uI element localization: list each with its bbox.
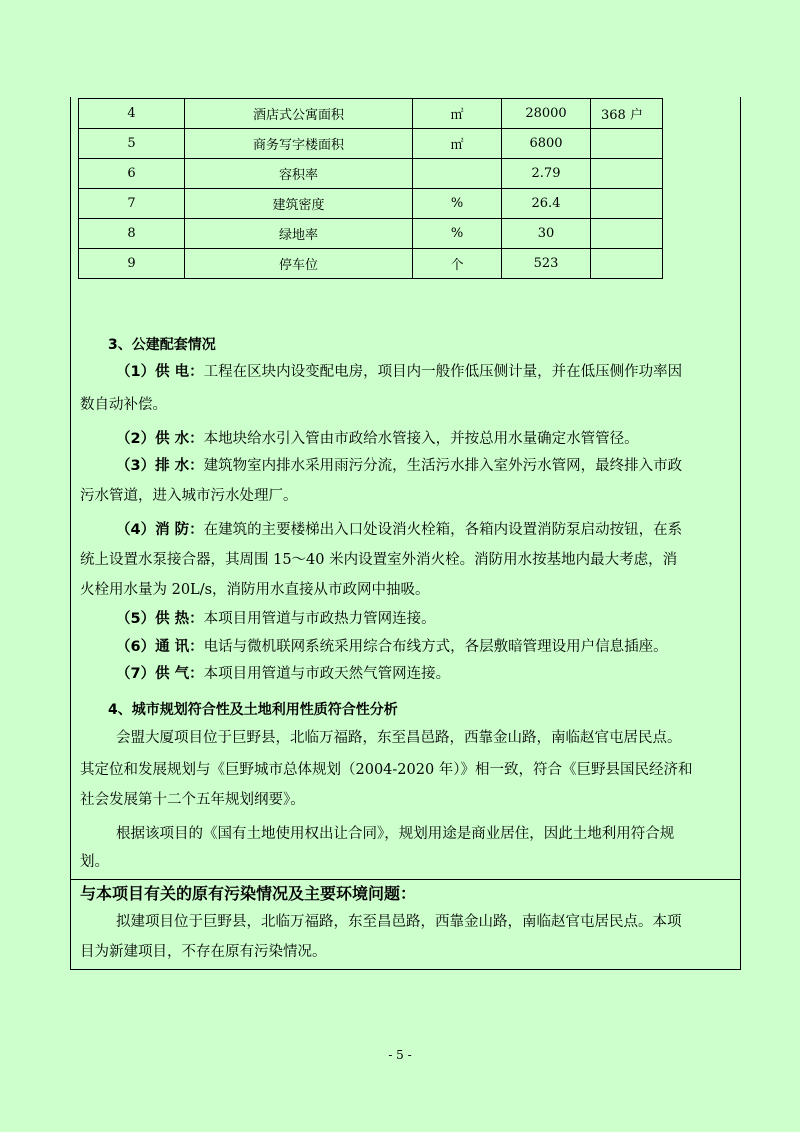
heat-line1 <box>116 609 436 629</box>
table-row <box>79 129 663 159</box>
table-cell-unit: % <box>413 189 502 219</box>
drain-line2: 污水管道，进入城市污水处理厂。 <box>80 488 298 504</box>
planning-line3: 社会发展第十二个五年规划纲要》。 <box>80 792 305 808</box>
heat-text: 本项目用管道与市政热力管网连接。 <box>203 611 436 627</box>
fire-line3: 火栓用水量为 20L/s，消防用水直接从市政网中抽吸。 <box>80 582 430 598</box>
table-cell-value: 28000 <box>502 99 591 129</box>
table-cell-item: 建筑密度 <box>185 189 413 219</box>
table-cell-no: 6 <box>79 159 185 189</box>
section3-heading: 3、公建配套情况 <box>108 337 216 353</box>
pollution-line2: 目为新建项目，不存在原有污染情况。 <box>80 944 327 960</box>
power-label: （1）供 电： <box>116 364 204 380</box>
table-cell-value: 6800 <box>502 129 591 159</box>
table-cell-note <box>591 129 663 159</box>
page-number: - 5 - <box>388 1048 412 1062</box>
table-row <box>79 249 663 279</box>
telecom-text: 电话与微机联网系统采用综合布线方式，各层敷暗管理设用户信息插座。 <box>203 639 668 655</box>
landuse-line2: 划。 <box>80 854 109 870</box>
fire-text: 在建筑的主要楼梯出入口处设消火栓箱，各箱内设置消防泵启动按钮，在系 <box>203 522 683 538</box>
table-cell-value: 30 <box>502 219 591 249</box>
table-row <box>79 99 663 129</box>
table-cell-item: 容积率 <box>185 159 413 189</box>
table-row <box>79 159 663 189</box>
heat-label: （5）供 热： <box>116 611 204 627</box>
table-cell-no: 5 <box>79 129 185 159</box>
telecom-label: （6）通 讯： <box>116 639 204 655</box>
table-cell-note <box>591 189 663 219</box>
drain-line1 <box>116 456 682 476</box>
table-cell-item: 绿地率 <box>185 219 413 249</box>
table-cell-value: 523 <box>502 249 591 279</box>
telecom-line1 <box>116 637 668 657</box>
section4-heading: 4、城市规划符合性及土地利用性质符合性分析 <box>108 702 398 718</box>
planning-line2: 其定位和发展规划与《巨野城市总体规划（2004-2020 年）》相一致，符合《巨野县国民经济和 <box>80 762 693 778</box>
table-row <box>79 219 663 249</box>
table-cell-unit: ㎡ <box>413 99 502 129</box>
drain-label: （3）排 水： <box>116 458 204 474</box>
pollution-heading: 与本项目有关的原有污染情况及主要环境问题： <box>80 884 417 903</box>
water-label: （2）供 水： <box>116 431 204 447</box>
gas-text: 本项目用管道与市政天然气管网连接。 <box>203 666 451 682</box>
table-cell-no: 7 <box>79 189 185 219</box>
landuse-line1: 根据该项目的《国有土地使用权出让合同》，规划用途是商业居住，因此土地利用符合规 <box>116 826 675 842</box>
water-text: 本地块给水引入管由市政给水管接入，并按总用水量确定水管管径。 <box>203 431 639 447</box>
fire-line1 <box>116 520 682 540</box>
table-row <box>79 189 663 219</box>
drain-text: 建筑物室内排水采用雨污分流，生活污水排入室外污水管网，最终排入市政 <box>203 458 683 474</box>
table-cell-item: 停车位 <box>185 249 413 279</box>
table-cell-value: 2.79 <box>502 159 591 189</box>
pollution-line1: 拟建项目位于巨野县，北临万福路，东至昌邑路，西靠金山路，南临赵官屯居民点。本项 <box>116 914 682 930</box>
gas-label: （7）供 气： <box>116 666 204 682</box>
table-cell-no: 8 <box>79 219 185 249</box>
table-cell-unit: % <box>413 219 502 249</box>
water-line1 <box>116 429 639 449</box>
power-line1 <box>116 362 682 382</box>
planning-line1: 会盟大厦项目位于巨野县，北临万福路，东至昌邑路，西靠金山路，南临赵官屯居民点。 <box>116 730 682 746</box>
section-divider <box>70 879 741 880</box>
table-cell-unit: 个 <box>413 249 502 279</box>
power-text: 工程在区块内设变配电房，项目内一般作低压侧计量，并在低压侧作功率因 <box>203 364 683 380</box>
table-cell-note: 368 户 <box>591 99 663 129</box>
gas-line1 <box>116 664 450 684</box>
table-cell-item: 商务写字楼面积 <box>185 129 413 159</box>
table-cell-unit <box>413 159 502 189</box>
power-line2: 数自动补偿。 <box>80 397 167 413</box>
table-cell-no: 4 <box>79 99 185 129</box>
table-cell-note <box>591 219 663 249</box>
table-cell-unit: ㎡ <box>413 129 502 159</box>
table-cell-item: 酒店式公寓面积 <box>185 99 413 129</box>
table-cell-note <box>591 249 663 279</box>
indicator-table <box>78 98 663 279</box>
fire-label: （4）消 防： <box>116 522 204 538</box>
table-cell-no: 9 <box>79 249 185 279</box>
table-cell-value: 26.4 <box>502 189 591 219</box>
table-cell-note <box>591 159 663 189</box>
fire-line2: 统上设置水泵接合器，其周围 15～40 米内设置室外消火栓。消防用水按基地内最大考虑，消 <box>80 552 678 568</box>
